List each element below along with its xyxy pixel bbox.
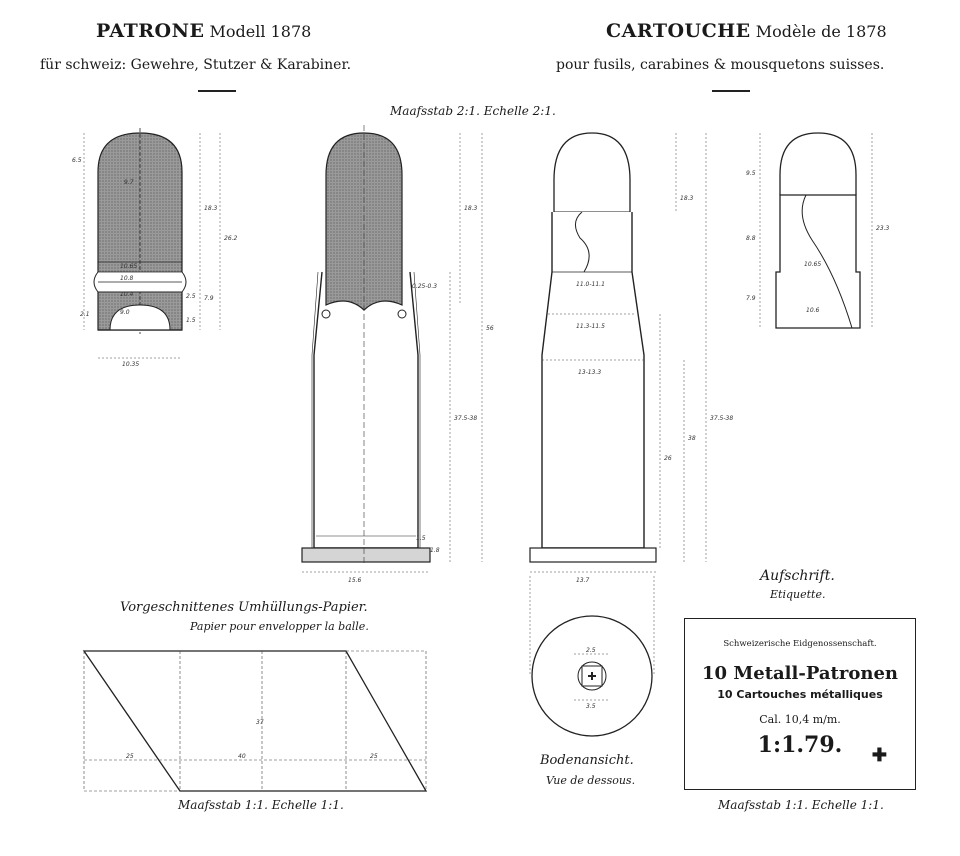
right-model: Modèle de 1878 [755,22,887,41]
dimension-label: 2.5 [186,293,196,300]
left-model: Modell 1878 [209,22,312,41]
dimension-label: 37 [256,719,264,726]
swiss-cross-icon: ✚ [871,745,887,766]
bullet-outer-right [746,133,890,328]
dimension-label: 1.8 [430,547,440,554]
dimension-label: 7.9 [746,295,756,302]
dimension-label: 38 [688,435,696,442]
dimension-label: 18.3 [680,195,694,202]
dimension-label: 6.5 [72,157,82,164]
paper-subtitle: Papier pour envelopper la balle. [190,620,369,633]
dimension-label: 18.3 [204,205,218,212]
label-scale: Maafsstab 1:1. Echelle 1:1. [718,798,884,812]
cartridge-section [302,125,494,584]
dimension-label: 8.8 [746,235,756,242]
cartridge-base-view [530,576,654,736]
dimension-label: 26.2 [224,235,238,242]
left-title: PATRONE [96,20,205,42]
dimension-label: 1.5 [186,317,196,324]
dimension-label: 10.6 [806,307,820,314]
right-title: CARTOUCHE [606,20,751,42]
dimension-label: 9.5 [746,170,756,177]
inscription-title: Aufschrift. [760,568,835,584]
dimension-label: 18.3 [464,205,478,212]
dimension-label: 13-13.3 [578,369,602,376]
dimension-label: 10.65 [120,263,138,270]
label-line-caliber: Cal. 10,4 m/m. [759,713,841,726]
wrapping-paper-shape [84,651,426,791]
dimension-label: 3.5 [586,703,596,710]
label-line-confederation: Schweizerische Eidgenossenschaft. [723,639,877,649]
paper-title: Vorgeschnittenes Umhüllungs-Papier. [120,600,368,615]
dim-10-35: 10.35 [122,361,140,368]
dimension-label: 37.5-38 [710,415,734,422]
paper-scale: Maafsstab 1:1. Echelle 1:1. [178,798,344,812]
dimension-label: 7.9 [204,295,214,302]
dimension-label: 1.5 [416,535,426,542]
inscription-subtitle: Etiquette. [770,588,826,601]
dimension-label: 40 [238,753,246,760]
dimension-label: 26 [664,455,672,462]
label-line-metal-cartridges: 10 Metall-Patronen [702,663,898,684]
dimension-label: 2.5 [586,647,596,654]
dimension-label: 2.1 [80,311,90,318]
dimension-label: 25 [126,753,134,760]
bullet-section-left [72,128,238,368]
dimension-label: 56 [486,325,494,332]
base-view-subtitle: Vue de dessous. [546,774,636,787]
dimension-label: 15.6 [348,577,362,584]
label-line-lot: 1:1.79. [757,732,843,758]
dimension-label: 37.5-38 [454,415,478,422]
cartridge-outer-view [530,133,733,584]
dimension-label: 10.65 [804,261,822,268]
dimension-label: 11.0-11.1 [576,281,605,288]
scale-top: Maafsstab 2:1. Echelle 2:1. [390,104,556,118]
base-view-title: Bodenansicht. [540,753,634,768]
dimension-label: 11.3-11.5 [576,323,605,330]
right-subtitle: pour fusils, carabines & mousquetons suisses. [556,57,885,73]
dimension-label: 23.3 [876,225,890,232]
dimension-label: 0.25-0.3 [412,283,438,290]
dimension-label: 13.7 [576,577,590,584]
dimension-label: 10.4 [120,291,134,298]
dimension-label: 10.8 [120,275,134,282]
dimension-label: 25 [370,753,378,760]
label-line-cartouches: 10 Cartouches métalliques [717,688,883,701]
dimension-label: 9.0 [120,309,130,316]
dimension-label: 9.7 [124,179,134,186]
left-subtitle: für schweiz: Gewehre, Stutzer & Karabiner. [40,57,352,73]
